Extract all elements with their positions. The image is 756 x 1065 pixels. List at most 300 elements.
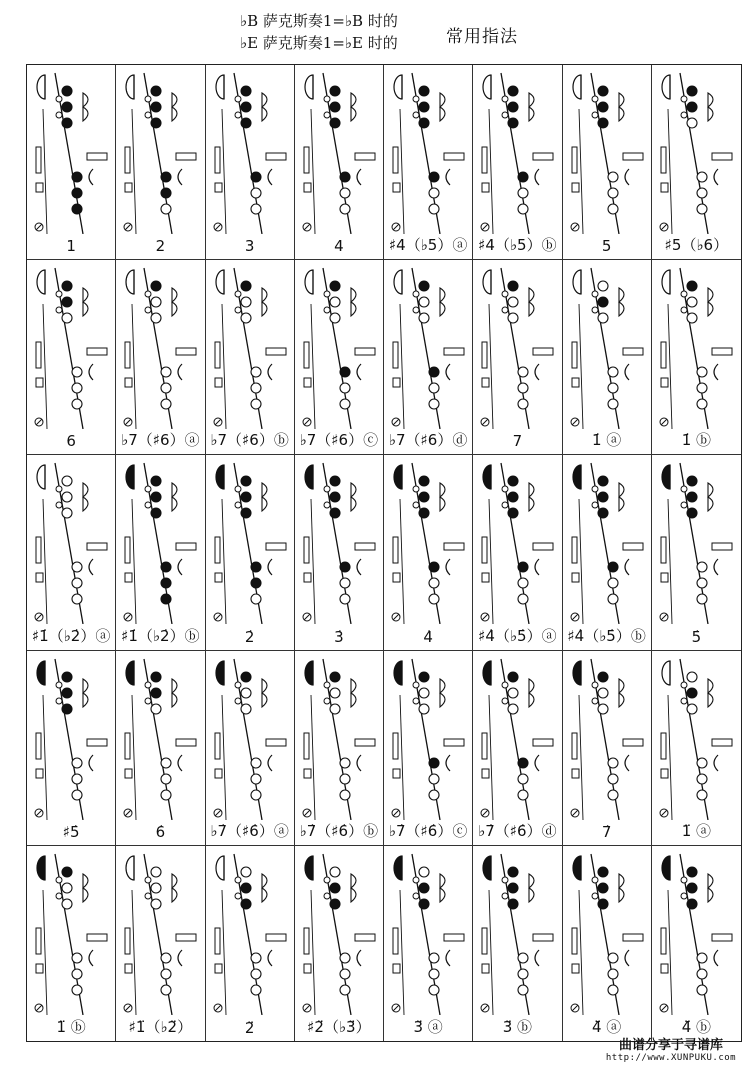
tone-hole (62, 899, 72, 909)
tone-hole (340, 969, 350, 979)
tone-hole (608, 562, 618, 572)
side-key (215, 147, 220, 173)
side-key (304, 537, 309, 563)
tone-hole (687, 899, 697, 909)
tone-hole (340, 578, 350, 588)
watermark-footer (596, 1034, 746, 1063)
tone-hole (340, 367, 350, 377)
tone-hole (508, 476, 518, 486)
side-key (533, 934, 553, 941)
tone-hole (608, 172, 618, 182)
side-key (304, 928, 309, 954)
tone-hole (598, 86, 608, 96)
tone-hole (518, 367, 528, 377)
palm-keys (619, 483, 624, 511)
saxophone-key-diagram (479, 264, 557, 429)
tone-hole (161, 188, 171, 198)
header-line-1: ♭B 萨克斯奏1=♭B 时的 (240, 12, 398, 30)
saxophone-key-diagram (122, 655, 200, 820)
tone-hole (518, 399, 528, 409)
side-key (36, 537, 41, 563)
tone-hole (161, 985, 171, 995)
side-key (533, 153, 553, 160)
side-key (304, 147, 309, 173)
tone-hole (241, 867, 251, 877)
tone-hole (608, 367, 618, 377)
side-key (36, 733, 41, 759)
tone-hole (608, 774, 618, 784)
octave-key (305, 75, 313, 99)
side-key (176, 739, 196, 746)
note-label: 4̈ ⓐ (591, 1017, 622, 1036)
tone-hole (340, 188, 350, 198)
palm-keys (529, 93, 534, 121)
palm-keys (529, 679, 534, 707)
tone-hole (62, 492, 72, 502)
tone-hole (241, 688, 251, 698)
tone-hole (72, 399, 82, 409)
note-label: 4̇ (423, 627, 433, 646)
tone-hole (161, 383, 171, 393)
side-key (623, 739, 643, 746)
palm-keys (262, 874, 267, 902)
tone-hole (419, 102, 429, 112)
saxophone-key-diagram (479, 850, 557, 1015)
fingering-cell (473, 260, 562, 455)
tone-hole (161, 578, 171, 588)
side-key (215, 342, 220, 368)
side-key (125, 147, 130, 173)
side-key (125, 928, 130, 954)
tone-hole (697, 969, 707, 979)
fingering-cell (206, 846, 295, 1041)
side-key (572, 537, 577, 563)
tone-hole (598, 867, 608, 877)
side-key (623, 934, 643, 941)
tone-hole (608, 790, 618, 800)
tone-hole (508, 313, 518, 323)
saxophone-key-diagram (390, 850, 468, 1015)
tone-hole (72, 172, 82, 182)
tone-hole (419, 883, 429, 893)
tone-hole (330, 86, 340, 96)
page-header (0, 8, 756, 58)
tone-hole (251, 562, 261, 572)
note-label: 3 (244, 237, 255, 256)
note-label: 1̇ ⓑ (681, 431, 712, 450)
tone-hole (72, 758, 82, 768)
octave-key (37, 75, 45, 99)
tone-hole (508, 883, 518, 893)
side-key (444, 153, 464, 160)
saxophone-key-diagram (301, 850, 379, 1015)
tone-hole (330, 899, 340, 909)
tone-hole (608, 594, 618, 604)
octave-key (126, 75, 134, 99)
octave-key (37, 270, 45, 294)
palm-keys (351, 679, 356, 707)
tone-hole (161, 172, 171, 182)
saxophone-key-diagram (33, 264, 111, 429)
tone-hole (151, 704, 161, 714)
tone-hole (62, 86, 72, 96)
footer-site-name: 曲谱分享于寻谱库 (618, 1038, 723, 1053)
tone-hole (508, 899, 518, 909)
tone-hole (161, 399, 171, 409)
octave-key (394, 661, 402, 685)
side-key (176, 543, 196, 550)
octave-key (573, 856, 581, 880)
tone-hole (340, 594, 350, 604)
saxophone-key-diagram (301, 69, 379, 234)
side-key (266, 348, 286, 355)
saxophone-key-diagram (658, 459, 736, 624)
side-key (393, 537, 398, 563)
tone-hole (419, 704, 429, 714)
palm-keys (172, 93, 177, 121)
saxophone-key-diagram (569, 264, 647, 429)
tone-hole (62, 281, 72, 291)
tone-hole (419, 281, 429, 291)
palm-keys (262, 679, 267, 707)
tone-hole (330, 476, 340, 486)
side-key (482, 733, 487, 759)
saxophone-key-diagram (569, 459, 647, 624)
saxophone-key-diagram (212, 264, 290, 429)
fingering-cell (384, 455, 473, 650)
tone-hole (241, 476, 251, 486)
saxophone-key-diagram (212, 655, 290, 820)
palm-keys (172, 288, 177, 316)
octave-key (216, 270, 224, 294)
tone-hole (697, 953, 707, 963)
octave-key (662, 75, 670, 99)
saxophone-key-diagram (479, 69, 557, 234)
tone-hole (429, 969, 439, 979)
side-key (36, 928, 41, 954)
tone-hole (151, 297, 161, 307)
tone-hole (251, 367, 261, 377)
tone-hole (687, 476, 697, 486)
palm-keys (83, 288, 88, 316)
tone-hole (330, 281, 340, 291)
tone-hole (62, 688, 72, 698)
octave-key (573, 270, 581, 294)
fingering-cell (563, 260, 652, 455)
tone-hole (251, 594, 261, 604)
octave-key (37, 661, 45, 685)
octave-key (573, 465, 581, 489)
fingering-cell (563, 846, 652, 1041)
note-label: 3̈ ⓐ (413, 1017, 443, 1036)
tone-hole (340, 953, 350, 963)
fingering-cell (384, 651, 473, 846)
side-key (355, 153, 375, 160)
fingering-cell (295, 846, 384, 1041)
tone-hole (251, 969, 261, 979)
saxophone-key-diagram (33, 459, 111, 624)
side-key (661, 733, 666, 759)
note-label: 1̇ ⓐ (591, 431, 622, 450)
saxophone-key-diagram (122, 264, 200, 429)
side-key (572, 928, 577, 954)
tone-hole (251, 774, 261, 784)
fingering-cell (384, 846, 473, 1041)
tone-hole (598, 476, 608, 486)
saxophone-key-diagram (569, 655, 647, 820)
tone-hole (330, 867, 340, 877)
side-key (176, 153, 196, 160)
note-label: 7̇ (601, 822, 612, 841)
palm-keys (708, 874, 713, 902)
saxophone-key-diagram (390, 459, 468, 624)
tone-hole (608, 383, 618, 393)
side-key (355, 934, 375, 941)
note-label: 3̈ ⓑ (502, 1017, 533, 1036)
tone-hole (508, 508, 518, 518)
note-label: ♯1̇（♭2̇）ⓑ (121, 626, 200, 645)
tone-hole (518, 172, 528, 182)
fingering-cell (563, 455, 652, 650)
side-key (355, 543, 375, 550)
side-key (572, 733, 577, 759)
fingering-cell (116, 455, 205, 650)
tone-hole (241, 704, 251, 714)
saxophone-key-diagram (658, 655, 736, 820)
tone-hole (251, 953, 261, 963)
tone-hole (429, 562, 439, 572)
side-key (712, 739, 732, 746)
note-label: 4 (334, 237, 344, 256)
note-label: 5 (601, 237, 612, 256)
side-key (266, 739, 286, 746)
tone-hole (508, 297, 518, 307)
saxophone-key-diagram (658, 264, 736, 429)
palm-keys (529, 483, 534, 511)
tone-hole (151, 672, 161, 682)
saxophone-key-diagram (479, 459, 557, 624)
side-key (176, 348, 196, 355)
tone-hole (598, 297, 608, 307)
side-key (533, 543, 553, 550)
tone-hole (161, 774, 171, 784)
tone-hole (340, 204, 350, 214)
fingering-cell (473, 846, 562, 1041)
tone-hole (62, 704, 72, 714)
tone-hole (518, 204, 528, 214)
tone-hole (508, 704, 518, 714)
tone-hole (330, 118, 340, 128)
palm-keys (83, 93, 88, 121)
side-key (444, 739, 464, 746)
side-key (266, 153, 286, 160)
tone-hole (241, 313, 251, 323)
fingering-cell (116, 260, 205, 455)
saxophone-key-diagram (122, 459, 200, 624)
tone-hole (151, 883, 161, 893)
palm-keys (440, 93, 445, 121)
octave-key (662, 661, 670, 685)
side-key (661, 342, 666, 368)
tone-hole (598, 508, 608, 518)
tone-hole (687, 672, 697, 682)
note-label: ♯4（♭5）ⓑ (478, 236, 557, 255)
tone-hole (251, 758, 261, 768)
tone-hole (687, 492, 697, 502)
side-key (304, 733, 309, 759)
tone-hole (151, 899, 161, 909)
tone-hole (151, 281, 161, 291)
tone-hole (687, 313, 697, 323)
tone-hole (241, 297, 251, 307)
octave-key (216, 661, 224, 685)
tone-hole (161, 790, 171, 800)
tone-hole (161, 969, 171, 979)
tone-hole (697, 204, 707, 214)
side-key (393, 928, 398, 954)
side-key (215, 928, 220, 954)
side-key (393, 342, 398, 368)
tone-hole (241, 492, 251, 502)
tone-hole (429, 953, 439, 963)
note-label: ♭7（♯6）ⓑ (210, 431, 289, 450)
octave-key (662, 465, 670, 489)
palm-keys (619, 874, 624, 902)
tone-hole (687, 688, 697, 698)
tone-hole (62, 476, 72, 486)
header-line-2: ♭E 萨克斯奏1=♭E 时的 (240, 34, 398, 52)
side-key (266, 934, 286, 941)
tone-hole (518, 594, 528, 604)
tone-hole (508, 492, 518, 502)
palm-keys (708, 93, 713, 121)
tone-hole (251, 399, 261, 409)
tone-hole (697, 985, 707, 995)
fingering-cell (473, 65, 562, 260)
fingering-cell (116, 651, 205, 846)
side-key (661, 928, 666, 954)
tone-hole (241, 118, 251, 128)
octave-key (126, 661, 134, 685)
tone-hole (697, 562, 707, 572)
tone-hole (429, 399, 439, 409)
tone-hole (429, 172, 439, 182)
tone-hole (518, 578, 528, 588)
tone-hole (598, 492, 608, 502)
tone-hole (340, 383, 350, 393)
tone-hole (62, 672, 72, 682)
tone-hole (72, 774, 82, 784)
tone-hole (151, 508, 161, 518)
octave-key (216, 856, 224, 880)
octave-key (573, 661, 581, 685)
tone-hole (330, 883, 340, 893)
palm-keys (83, 679, 88, 707)
note-label: 6 (66, 432, 76, 451)
side-key (444, 934, 464, 941)
tone-hole (687, 281, 697, 291)
tone-hole (598, 118, 608, 128)
fingering-cell (652, 65, 741, 260)
side-key (125, 733, 130, 759)
side-key (87, 153, 107, 160)
fingering-cell (295, 455, 384, 650)
octave-key (394, 75, 402, 99)
tone-hole (598, 102, 608, 112)
tone-hole (72, 578, 82, 588)
tone-hole (251, 204, 261, 214)
note-label: ♭7（♯6）ⓓ (388, 431, 468, 450)
tone-hole (241, 86, 251, 96)
tone-hole (419, 297, 429, 307)
tone-hole (508, 102, 518, 112)
tone-hole (419, 118, 429, 128)
palm-keys (83, 874, 88, 902)
tone-hole (161, 953, 171, 963)
octave-key (305, 856, 313, 880)
saxophone-key-diagram (569, 69, 647, 234)
tone-hole (72, 383, 82, 393)
tone-hole (340, 562, 350, 572)
tone-hole (72, 969, 82, 979)
octave-key (126, 856, 134, 880)
tone-hole (161, 594, 171, 604)
fingering-cell (652, 846, 741, 1041)
octave-key (573, 75, 581, 99)
note-label: ♯1̈（♭2̈） (128, 1017, 193, 1036)
tone-hole (72, 204, 82, 214)
tone-hole (151, 492, 161, 502)
tone-hole (697, 594, 707, 604)
octave-key (483, 270, 491, 294)
tone-hole (608, 188, 618, 198)
fingering-cell (206, 65, 295, 260)
note-label: ♯5（♭6） (664, 236, 729, 255)
palm-keys (351, 874, 356, 902)
tone-hole (151, 313, 161, 323)
tone-hole (697, 367, 707, 377)
fingering-cell (652, 651, 741, 846)
octave-key (483, 856, 491, 880)
tone-hole (340, 399, 350, 409)
tone-hole (251, 790, 261, 800)
tone-hole (697, 188, 707, 198)
palm-keys (440, 483, 445, 511)
saxophone-key-diagram (479, 655, 557, 820)
tone-hole (598, 688, 608, 698)
fingering-cell (116, 846, 205, 1041)
fingering-cell (27, 846, 116, 1041)
tone-hole (508, 672, 518, 682)
note-label: ♯4（♭5）ⓐ (388, 236, 468, 255)
tone-hole (697, 172, 707, 182)
tone-hole (330, 102, 340, 112)
tone-hole (340, 790, 350, 800)
tone-hole (518, 188, 528, 198)
tone-hole (608, 578, 618, 588)
side-key (444, 348, 464, 355)
tone-hole (687, 86, 697, 96)
side-key (712, 153, 732, 160)
fingering-cell (295, 260, 384, 455)
tone-hole (429, 383, 439, 393)
tone-hole (251, 985, 261, 995)
tone-hole (508, 281, 518, 291)
tone-hole (62, 508, 72, 518)
footer-url: http://www.XUNPUKU.com (605, 1053, 737, 1063)
side-key (572, 342, 577, 368)
saxophone-key-diagram (212, 69, 290, 234)
